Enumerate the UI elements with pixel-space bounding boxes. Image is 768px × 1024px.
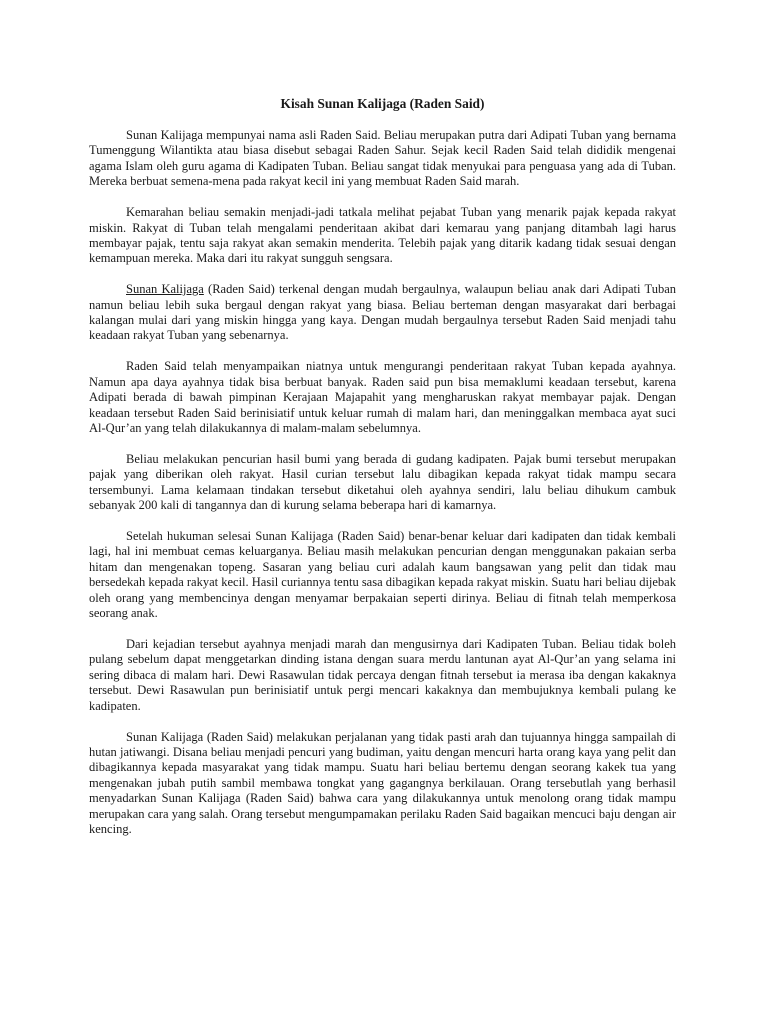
- paragraph-4: Raden Said telah menyampaikan niatnya untuk mengurangi penderitaan rakyat Tuban kepada ayahnya. Namun apa daya ayahnya tidak bisa berbuat banyak. Raden said pun bisa memaklumi keadaan tersebut, karena Adipati berada di bawah pimpinan Kerajaan Majapahit yang mengharuskan rakyat membayar pajak. Dengan keadaan tersebut Raden Said berinisiatif untuk keluar rumah di malam hari, dan meninggalkan membaca ayat suci Al-Qur’an yang telah dilakukannya di malam-malam sebelumnya.: [89, 359, 676, 435]
- paragraph-5: Beliau melakukan pencurian hasil bumi yang berada di gudang kadipaten. Pajak bumi tersebut merupakan pajak yang diberikan oleh rakyat. Hasil curian tersebut lalu dibagikan kepada rakyat tidak mampu secara tersembunyi. Lama kelamaan tindakan tersebut diketahui oleh ayahnya sendiri, lalu beliau dihukum cambuk sebanyak 200 kali di tangannya dan di kurung selama beberapa hari di kamarnya.: [89, 451, 676, 513]
- sunan-kalijaga-link[interactable]: Sunan Kalijaga: [126, 282, 204, 297]
- paragraph-6: Setelah hukuman selesai Sunan Kalijaga (Raden Said) benar-benar keluar dari kadipaten dan tidak kembali lagi, hal ini membuat cemas keluarganya. Beliau masih melakukan pencurian dengan menggunakan pakaian serba hitam dan mengenakan topeng. Sasaran yang beliau curi adalah kaum bangsawan yang pelit dan tidak mau bersedekah kepada rakyat kecil. Hasil curiannya tentu sasa dibagikan kepada rakyat miskin. Suatu hari beliau dijebak oleh orang yang membencinya dengan menyamar berpakaian seperti dirinya. Beliau di fitnah telah memperkosa seorang anak.: [89, 529, 676, 621]
- document-title: Kisah Sunan Kalijaga (Raden Said): [280, 96, 485, 111]
- paragraph-7: Dari kejadian tersebut ayahnya menjadi marah dan mengusirnya dari Kadipaten Tuban. Beliau tidak boleh pulang sebelum dapat menggetarkan dinding istana dengan suara merdu lantunan ayat Al-Qur’an yang selama ini sering dibaca di malam hari. Dewi Rasawulan tidak percaya dengan fitnah tersebut ia merasa iba dengan kakaknya tersebut. Dewi Rasawulan pun berinisiatif untuk pergi mencari kakaknya dan membujuknya kembali pulang ke kadipaten.: [89, 636, 676, 713]
- paragraph-3: [89, 282, 676, 344]
- paragraph-8: Sunan Kalijaga (Raden Said) melakukan perjalanan yang tidak pasti arah dan tujuannya hingga sampailah di hutan jatiwangi. Disana beliau menjadi pencuri yang budiman, yaitu dengan mencuri harta orang kaya yang pelit dan dibagikannya kepada masyarakat yang tidak mampu. Suatu hari beliau bertemu dengan seorang kakek tua yang mengenakan jubah putih sambil membawa tongkat yang gagangnya berkilauan. Orang tersebutlah yang berhasil menyadarkan Sunan Kalijaga (Raden Said) bahwa cara yang dilakukannya untuk menolong orang tidak mampu merupakan cara yang salah. Orang tersebut mengumpamakan perilaku Raden Said bagaikan mencuci baju dengan air kencing.: [89, 729, 676, 836]
- paragraph-2: Kemarahan beliau semakin menjadi-jadi tatkala melihat pejabat Tuban yang menarik pajak kepada rakyat miskin. Rakyat di Tuban telah mengalami penderitaan akibat dari kemarau yang panjang ditambah lagi harus membayar pajak, tentu saja rakyat akan semakin menderita. Telebih pajak yang ditarik kadang tidak sesuai dengan kemampuan mereka. Maka dari itu rakyat sungguh sengsara.: [89, 205, 676, 266]
- paragraph-3-text: (Raden Said) terkenal dengan mudah bergaulnya, walaupun beliau anak dari Adipati Tuban namun beliau lebih suka bergaul dengan rakyat yang biasa. Beliau berteman dengan masyarakat dari berbagai kalangan mulai dari yang miskin hingga yang kaya. Dengan mudah bergaulnya tersebut Raden Said menjadi tahu keadaan rakyat Tuban yang sebenarnya.: [89, 282, 676, 343]
- paragraph-1: Sunan Kalijaga mempunyai nama asli Raden Said. Beliau merupakan putra dari Adipati Tuban yang bernama Tumenggung Wilantikta atau biasa disebut sebagai Raden Sahur. Sejak kecil Raden Said telah dididik mengenai agama Islam oleh guru agama di Kadipaten Tuban. Beliau sangat tidak menyukai para penguasa yang ada di Tuban. Mereka berbuat semena-mena pada rakyat kecil ini yang membuat Raden Said marah.: [89, 128, 676, 189]
